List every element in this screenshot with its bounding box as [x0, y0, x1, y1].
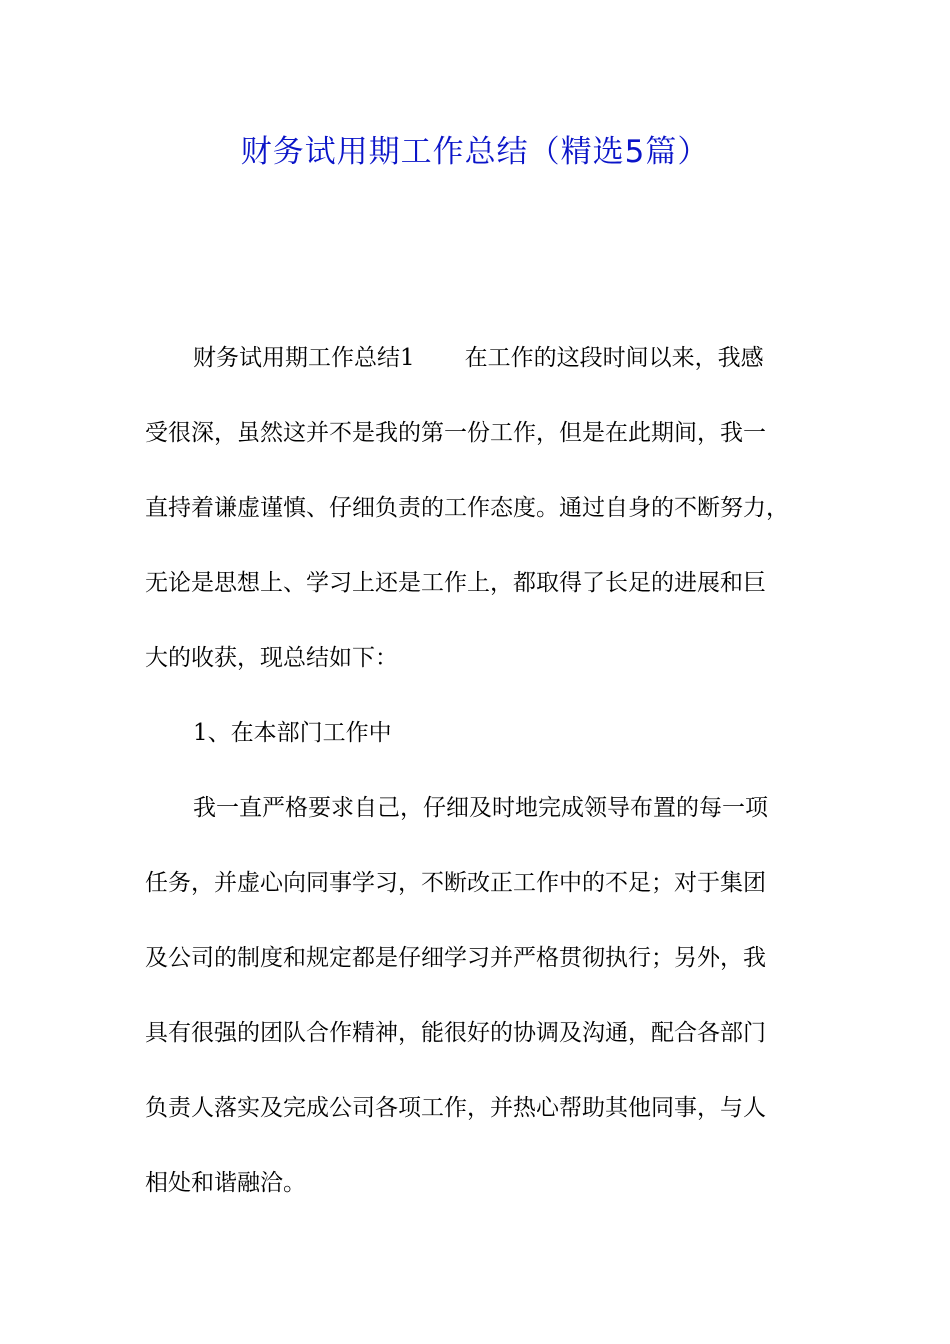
body-line-3 — [145, 490, 825, 565]
body-line-text: 任务，并虚心向同事学习，不断改正工作中的不足；对于集团 — [145, 870, 766, 896]
body-line-12 — [145, 1165, 825, 1240]
body-line-7 — [145, 790, 825, 865]
body-line-text: 我一直严格要求自己，仔细及时地完成领导布置的每一项 — [193, 795, 768, 821]
body-line-9 — [145, 940, 825, 1015]
body-line-text: 及公司的制度和规定都是仔细学习并严格贯彻执行；另外，我 — [145, 945, 766, 971]
body-line-11 — [145, 1090, 825, 1165]
body-line-text: 无论是思想上、学习上还是工作上，都取得了长足的进展和巨 — [145, 570, 766, 596]
body-line-5 — [145, 640, 825, 715]
body-line-2 — [145, 415, 825, 490]
subsection-heading: 1、在本部门工作中 — [193, 720, 392, 746]
body-line-8 — [145, 865, 825, 940]
body-line-text: 直持着谦虚谨慎、仔细负责的工作态度。通过自身的不断努力， — [145, 495, 789, 521]
body-line-10 — [145, 1015, 825, 1090]
body-line-text: 大的收获，现总结如下： — [145, 645, 398, 671]
body-line-text: 负责人落实及完成公司各项工作，并热心帮助其他同事，与人 — [145, 1095, 766, 1121]
body-line-text: 具有很强的团队合作精神，能很好的协调及沟通，配合各部门 — [145, 1020, 766, 1046]
document-title: 财务试用期工作总结（精选5篇） — [240, 134, 710, 170]
body-line-text: 受很深，虽然这并不是我的第一份工作，但是在此期间，我一 — [145, 420, 766, 446]
body-line-1 — [145, 340, 825, 415]
body-line-6 — [145, 715, 825, 790]
body-line-text: 在工作的这段时间以来，我感 — [464, 345, 764, 371]
body-line-text: 相处和谐融洽。 — [145, 1170, 306, 1196]
body-line-4 — [145, 565, 825, 640]
document-body — [145, 340, 825, 1240]
section-heading-inline: 财务试用期工作总结1 — [193, 345, 415, 371]
